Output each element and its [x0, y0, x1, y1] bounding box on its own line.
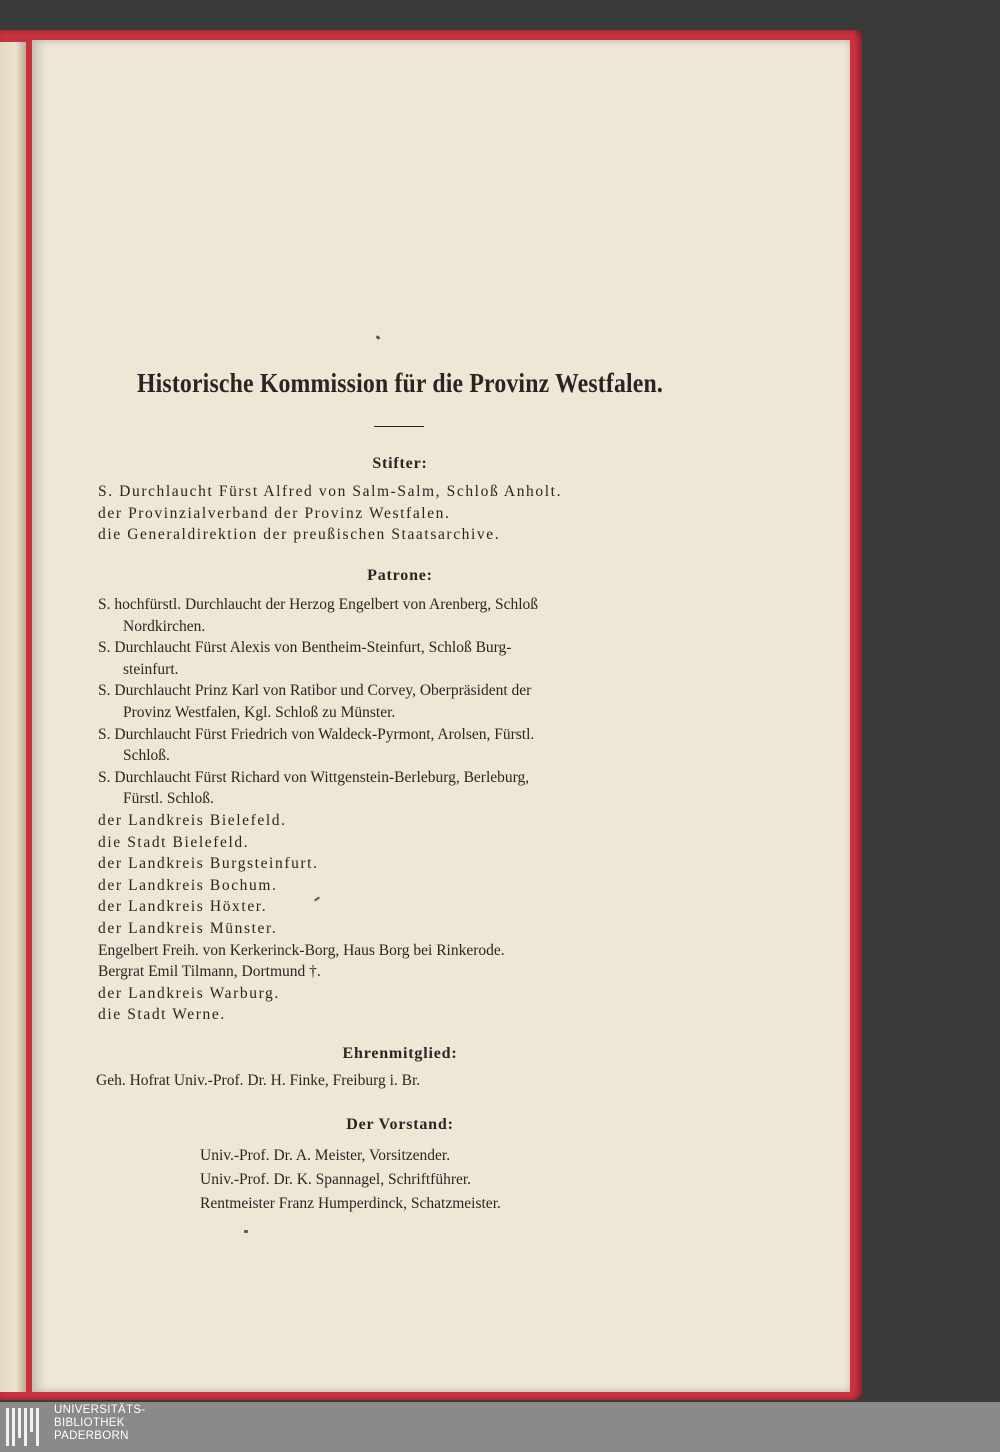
list-item: die Generaldirektion der preußischen Staatsarchive. [98, 526, 501, 544]
list-item: S. Durchlaucht Fürst Alfred von Salm-Salm, Schloß Anholt. [98, 483, 563, 500]
paper-speck [244, 1230, 248, 1233]
list-item: S. Durchlaucht Fürst Richard von Wittgenstein-Berleburg, Berleburg, [98, 768, 530, 786]
left-page-edge [0, 42, 26, 1392]
list-item: der Landkreis Warburg. [98, 984, 280, 1002]
list-item-continuation: Provinz Westfalen, Kgl. Schloß zu Münster. [123, 703, 396, 721]
list-item: Rentmeister Franz Humperdinck, Schatzmeister. [200, 1195, 501, 1212]
list-item-continuation: steinfurt. [123, 660, 179, 678]
list-item: Univ.-Prof. Dr. A. Meister, Vorsitzender. [200, 1147, 451, 1164]
stifter-heading: Stifter: [372, 455, 428, 472]
vorstand-heading: Der Vorstand: [346, 1116, 454, 1133]
list-item: S. Durchlaucht Fürst Alexis von Bentheim-Steinfurt, Schloß Burg- [98, 639, 512, 657]
title-divider [374, 426, 424, 427]
ehrenmitglied-entry: Geh. Hofrat Univ.-Prof. Dr. H. Finke, Freiburg i. Br. [96, 1072, 421, 1089]
scanned-page [32, 40, 850, 1392]
list-item: der Landkreis Burgsteinfurt. [98, 855, 319, 873]
list-item: der Landkreis Münster. [98, 919, 278, 937]
list-item: S. Durchlaucht Fürst Friedrich von Waldeck-Pyrmont, Arolsen, Fürstl. [98, 725, 535, 743]
list-item-continuation: Fürstl. Schloß. [123, 790, 214, 808]
list-item: der Provinzialverband der Provinz Westfalen. [98, 504, 451, 522]
list-item: der Landkreis Höxter. [98, 898, 268, 916]
vorstand-list [200, 1144, 720, 1216]
ehrenmitglied-heading: Ehrenmitglied: [342, 1045, 458, 1062]
library-footer [0, 1402, 1000, 1452]
list-item: die Stadt Bielefeld. [98, 833, 250, 851]
list-item: Univ.-Prof. Dr. K. Spannagel, Schriftführer. [200, 1171, 472, 1188]
list-item: Engelbert Freih. von Kerkerinck-Borg, Haus Borg bei Rinkerode. [98, 941, 505, 959]
list-item-continuation: Nordkirchen. [123, 617, 206, 635]
list-item: Bergrat Emil Tilmann, Dortmund †. [98, 963, 321, 981]
page-title: Historische Kommission für die Provinz Westfalen. [136, 368, 664, 398]
list-item: S. Durchlaucht Prinz Karl von Ratibor und Corvey, Oberpräsident der [98, 682, 532, 700]
list-item: S. hochfürstl. Durchlaucht der Herzog Engelbert von Arenberg, Schloß [98, 596, 539, 613]
paper-speck [376, 335, 381, 340]
list-item: der Landkreis Bochum. [98, 876, 278, 894]
patrone-heading: Patrone: [367, 567, 433, 584]
list-item: der Landkreis Bielefeld. [98, 811, 287, 829]
list-item-continuation: Schloß. [123, 747, 170, 765]
library-logo-icon [6, 1408, 46, 1446]
library-logo-text: UNIVERSITÄTS- BIBLIOTHEK PADERBORN [54, 1404, 146, 1442]
stifter-list [98, 481, 708, 546]
list-item: die Stadt Werne. [98, 1006, 226, 1024]
patrone-list [98, 594, 708, 1026]
